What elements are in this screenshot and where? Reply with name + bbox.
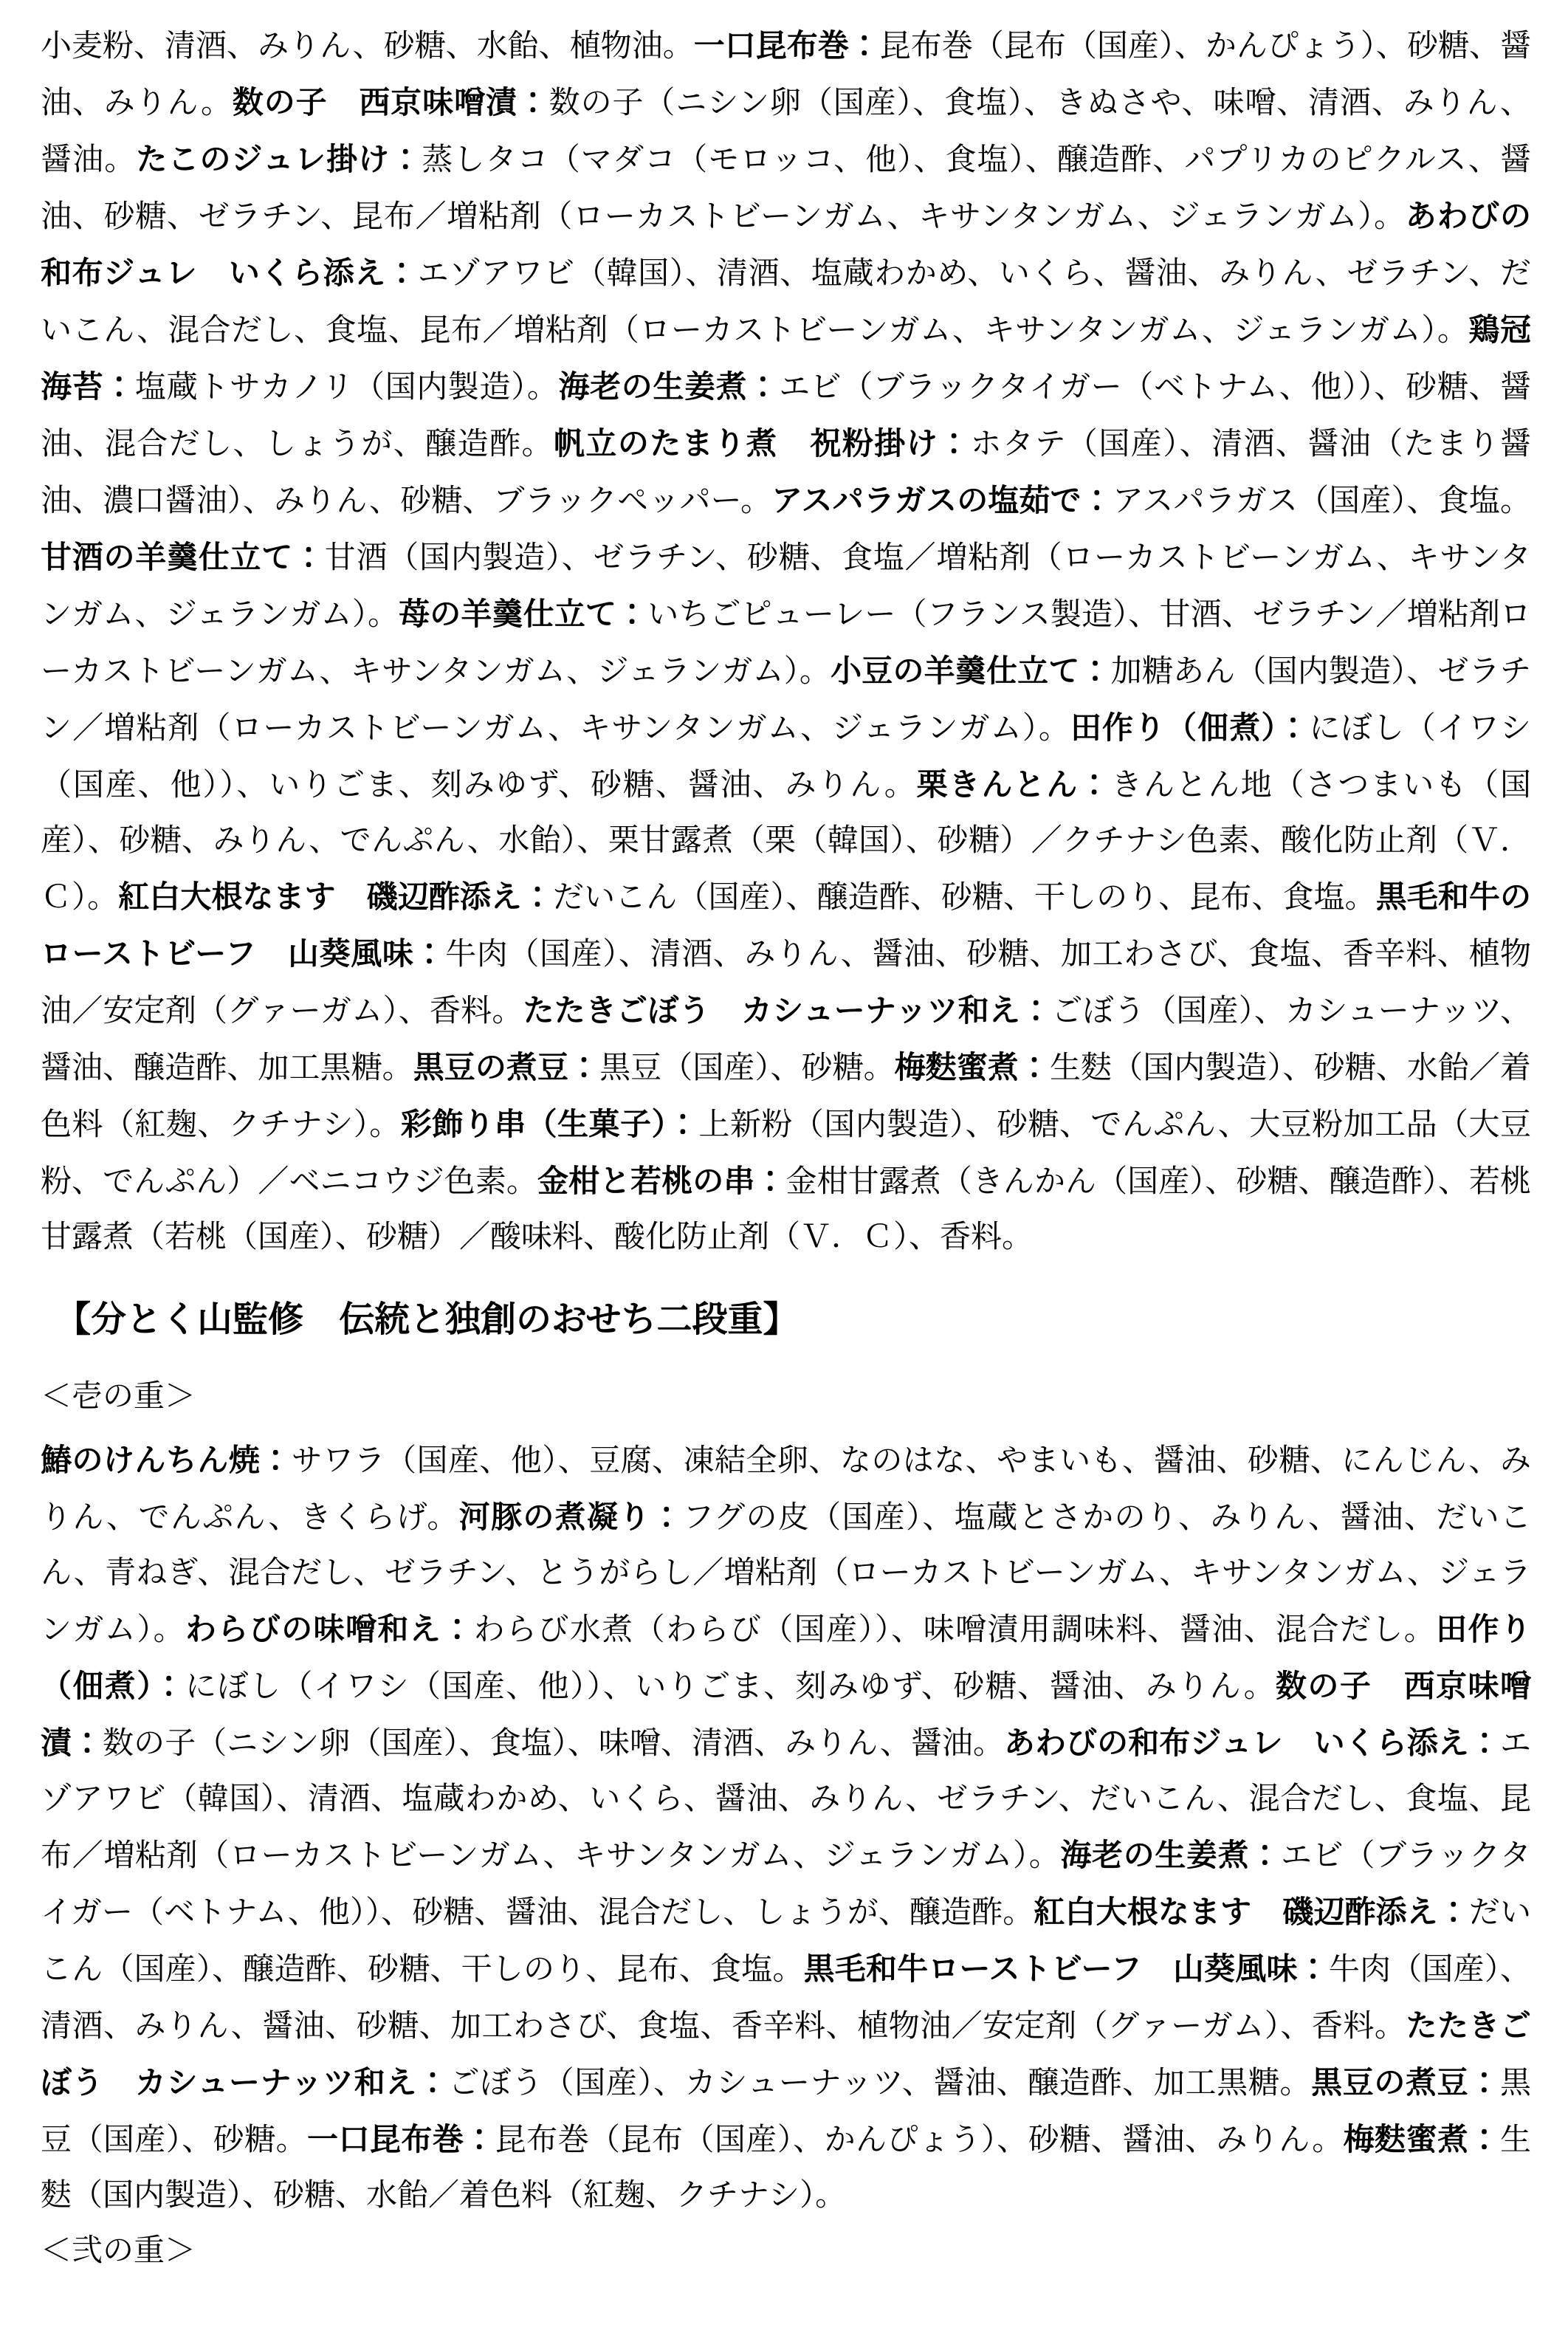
item-name: 黒毛和牛のローストビーフ 山葵風味： [41, 879, 1531, 971]
item-name: 海老の生姜煮： [1060, 1838, 1282, 1872]
ingredient-text: 数の子（ニシン卵（国産）、食塩）、きぬさや、味噌、清酒、みりん、醤油。 [41, 86, 1531, 177]
item-name: 栗きんとん： [916, 767, 1112, 802]
ingredient-text: フグの皮（国産）、塩蔵とさかのり、みりん、醤油、だいこん、青ねぎ、混合だし、ゼラチン、とうがらし／増粘剤（ローカストビーンガム、キサンタンガム、ジェランガム）。 [41, 1501, 1531, 1647]
ingredient-text: 金柑甘露煮（きんかん（国産）、砂糖、醸造酢）、若桃甘露煮（若桃（国産）、砂糖）／酸味料、酸化防止剤（Ｖ．Ｃ）、香料。 [41, 1165, 1531, 1254]
item-name: 黒豆の煮豆： [413, 1050, 600, 1085]
item-name: たたきごぼう カシューナッツ和え： [41, 2008, 1531, 2100]
section-heading: 【分とく山監修 伝統と独創のおせち二段重】 [55, 1300, 799, 1339]
ingredient-text: 牛肉（国産）、清酒、みりん、醤油、砂糖、加工わさび、食塩、香辛料、植物油／安定剤（グァーガム）、香料。 [41, 938, 1531, 1028]
ingredient-text: 蒸しタコ（マダコ（モロッコ、他）、食塩）、醸造酢、パプリカのピクルス、醤油、砂糖、ゼラチン、昆布／増粘剤（ローカストビーンガム、キサンタンガム、ジェランガム）。 [41, 143, 1531, 234]
item-name: 金柑と若桃の串： [537, 1164, 786, 1198]
ingredient-text: 昆布巻（昆布（国産）、かんぴょう）、砂糖、醤油、みりん。 [495, 2123, 1344, 2157]
item-name: 田作り（佃煮）： [41, 1612, 1531, 1703]
item-name: たたきごぼう カシューナッツ和え： [523, 993, 1052, 1028]
item-name: 数の子 西京味噌漬： [41, 1669, 1531, 1760]
item-name: わらびの味噌和え： [185, 1612, 474, 1646]
item-name: 梅麩蜜煮： [894, 1050, 1051, 1085]
ingredient-text: 生麩（国内製造）、砂糖、水飴／着色料（紅麹、クチナシ）。 [41, 2123, 1531, 2213]
ingredient-text: だいこん（国産）、醸造酢、砂糖、干しのり、昆布、食塩。 [553, 881, 1376, 915]
subheading-first-tier: ＜壱の重＞ [41, 1380, 196, 1414]
ingredient-text: きんとん地（さつまいも（国産）、砂糖、みりん、でんぷん、水飴）、栗甘露煮（栗（韓国）、砂糖）／クチナシ色素、酸化防止剤（Ｖ．Ｃ）。 [41, 769, 1531, 915]
ingredient-text: エゾアワビ（韓国）、清酒、塩蔵わかめ、いくら、醤油、みりん、ゼラチン、だいこん、混合だし、食塩、昆布／増粘剤（ローカストビーンガム、キサンタンガム、ジェランガム）。 [41, 257, 1531, 348]
item-name: 田作り（佃煮）： [1070, 710, 1310, 745]
ingredient-text: ホタテ（国産）、清酒、醤油（たまり醤油、濃口醤油）、みりん、砂糖、ブラックペッパー。 [41, 427, 1531, 518]
ingredient-text: 加糖あん（国内製造）、ゼラチン／増粘剤（ローカストビーンガム、キサンタンガム、ジェランガム）。 [41, 655, 1531, 746]
ingredient-text: サワラ（国産、他）、豆腐、凍結全卵、なのはな、やまいも、醤油、砂糖、にんじん、みりん、でんぷん、きくらげ。 [41, 1444, 1531, 1535]
item-name: 鰆のけんちん焼： [41, 1443, 292, 1477]
ingredient-text: アスパラガス（国産）、食塩。 [1112, 484, 1531, 518]
paragraph-intro-items [41, 18, 1531, 1265]
item-name: 一口昆布巻： [307, 2122, 495, 2157]
subheading-second-tier: ＜弐の重＞ [41, 2234, 196, 2268]
ingredient-text: 小麦粉、清酒、みりん、砂糖、水飴、植物油。 [41, 30, 694, 63]
ingredient-text: エビ（ブラックタイガー（ベトナム、他））、砂糖、醤油、混合だし、しょうが、醸造酢。 [41, 371, 1531, 461]
ingredient-text: にぼし（イワシ（国産、他））、いりごま、刻みゆず、砂糖、醤油、みりん。 [41, 712, 1531, 803]
item-name: 甘酒の羊羹仕立て： [41, 540, 325, 574]
item-name: アスパラガスの塩茹で： [771, 483, 1113, 518]
item-name: 黒毛和牛ローストビーフ 山葵風味： [803, 1951, 1329, 1986]
item-name: 数の子 西京味噌漬： [232, 85, 549, 120]
item-name: あわびの和布ジュレ いくら添え： [41, 199, 1531, 290]
ingredient-text: わらび水煮（わらび（国産））、味噌漬用調味料、醤油、混合だし。 [473, 1613, 1437, 1647]
ingredient-text: エゾアワビ（韓国）、清酒、塩蔵わかめ、いくら、醤油、みりん、ゼラチン、だいこん、混合だし、食塩、昆布／増粘剤（ローカストビーンガム、キサンタンガム、ジェランガム）。 [41, 1727, 1531, 1873]
item-name: 帆立のたまり煮 祝粉掛け： [553, 426, 971, 461]
ingredient-text: 生麩（国内製造）、砂糖、水飴／着色料（紅麹、クチナシ）。 [41, 1051, 1531, 1142]
ingredient-text: 昆布巻（昆布（国産）、かんぴょう）、砂糖、醤油、みりん。 [41, 30, 1531, 120]
ingredient-text: いちごピューレー（フランス製造）、甘酒、ゼラチン／増粘剤ローカストビーンガム、キサンタンガム、ジェランガム）。 [41, 598, 1531, 689]
ingredient-text: だいこん（国産）、醸造酢、砂糖、干しのり、昆布、食塩。 [41, 1896, 1531, 1987]
ingredient-text: 黒豆（国産）、砂糖。 [41, 2066, 1531, 2157]
item-name: 苺の羊羹仕立て： [399, 597, 648, 631]
ingredient-text: 塩蔵トサカノリ（国内製造）。 [134, 371, 559, 405]
item-name: 紅白大根なます 磯辺酢添え： [118, 879, 554, 914]
item-name: たこのジュレ掛け： [136, 142, 422, 176]
ingredient-text: 上新粉（国内製造）、砂糖、でんぷん、大豆粉加工品（大豆粉、でんぷん）／ベニコウジ色素。 [41, 1108, 1531, 1199]
item-name: 海老の生姜煮： [558, 369, 780, 404]
item-name: 鶏冠海苔： [41, 312, 1531, 404]
ingredient-text: 黒豆（国産）、砂糖。 [599, 1051, 895, 1085]
ingredient-text: ごぼう（国産）、カシューナッツ、醤油、醸造酢、加工黒糖。 [448, 2066, 1312, 2100]
item-name: あわびの和布ジュレ いくら添え： [1004, 1725, 1500, 1760]
item-name: 彩飾り串（生菓子）： [400, 1107, 699, 1141]
ingredient-text: エビ（ブラックタイガー（ベトナム、他））、砂糖、醤油、混合だし、しょうが、醸造酢。 [41, 1839, 1531, 1930]
ingredient-text: 牛肉（国産）、清酒、みりん、醤油、砂糖、加工わさび、食塩、香辛料、植物油／安定剤（グァーガム）、香料。 [41, 1953, 1531, 2044]
ingredient-text: にぼし（イワシ（国産、他））、いりごま、刻みゆず、砂糖、醤油、みりん。 [185, 1670, 1276, 1704]
item-name: 一口昆布巻： [693, 28, 880, 63]
ingredient-text: ごぼう（国産）、カシューナッツ、醤油、醸造酢、加工黒糖。 [41, 994, 1531, 1085]
paragraph-first-tier-items [41, 1432, 1531, 2224]
item-name: 黒豆の煮豆： [1311, 2065, 1500, 2100]
item-name: 梅麩蜜煮： [1343, 2122, 1500, 2157]
item-name: 河豚の煮凝り： [458, 1499, 684, 1534]
ingredient-text: 甘酒（国内製造）、ゼラチン、砂糖、食塩／増粘剤（ローカストビーンガム、キサンタンガム、ジェランガム）。 [41, 541, 1531, 632]
item-name: 紅白大根なます 磯辺酢添え： [1034, 1894, 1469, 1929]
item-name: 小豆の羊羹仕立て： [831, 653, 1111, 688]
ingredient-text: 数の子（ニシン卵（国産）、食塩）、味噌、清酒、みりん、醤油。 [103, 1727, 1005, 1761]
